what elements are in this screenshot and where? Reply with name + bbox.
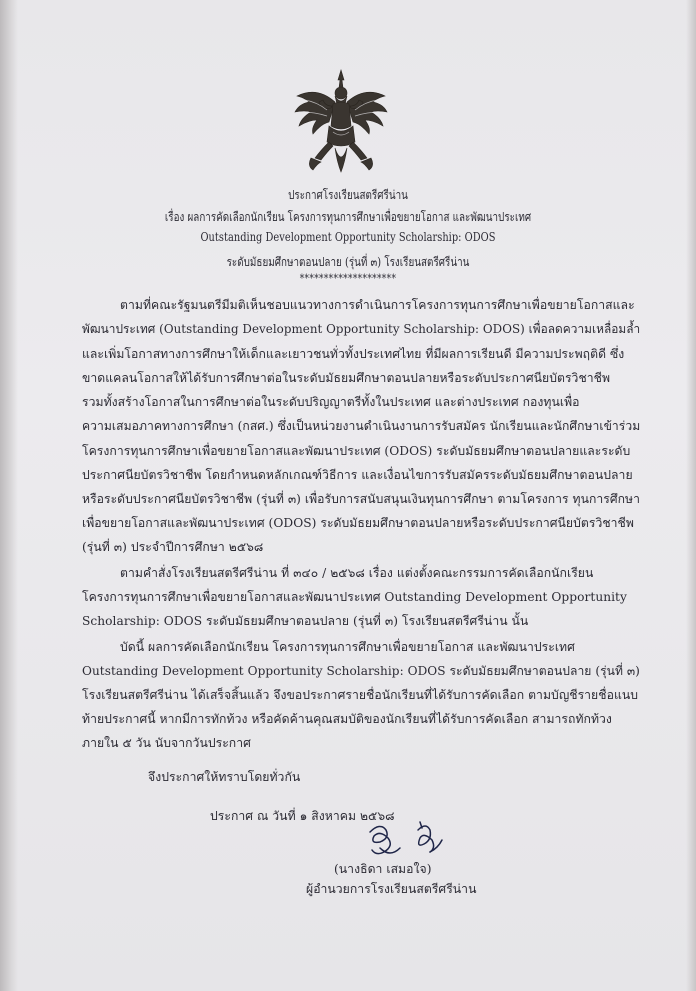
paragraph-line: เพื่อขยายโอกาสและพัฒนาประเทศ (ODOS) ระดับมัธยมศึกษาตอนปลายหรือระดับประกาศนียบัตรวิชาชีพ: [82, 516, 634, 530]
paragraph-line: โครงการทุนการศึกษาเพื่อขยายโอกาสและพัฒนาประเทศ Outstanding Development Opportunity: [82, 590, 627, 604]
paragraph-line: Scholarship: ODOS ระดับมัธยมศึกษาตอนปลาย (รุ่นที่ ๓) โรงเรียนสตรีศรีน่าน นั้น: [82, 614, 529, 628]
paragraph-line: ตามที่คณะรัฐมนตรีมีมติเห็นชอบแนวทางการดำเนินการโครงการทุนการศึกษาเพื่อขยายโอกาสและ: [120, 298, 635, 312]
handwritten-signature: [360, 818, 460, 862]
signer-title: ผู้อำนวยการโรงเรียนสตรีศรีน่าน: [306, 882, 477, 896]
paragraph-line: ประกาศนียบัตรวิชาชีพ โดยกำหนดหลักเกณฑ์วิธีการ และเงื่อนไขการรับสมัครระดับมัธยมศึกษาตอนปลาย: [82, 468, 633, 482]
paragraph-line: ภายใน ๕ วัน นับจากวันประกาศ: [82, 736, 251, 750]
separator-stars: ********************: [299, 272, 397, 285]
garuda-emblem-icon: [291, 66, 391, 176]
paragraph-line: โรงเรียนสตรีศรีน่าน ได้เสร็จสิ้นแล้ว จึงขอประกาศรายชื่อนักเรียนที่ได้รับการคัดเลือก ตามบัญชีรายชื่อแนบ: [82, 688, 639, 702]
paragraph-line: โครงการทุนการศึกษาเพื่อขยายโอกาสและพัฒนาประเทศ (ODOS) ระดับมัธยมศึกษาตอนปลายและระดับ: [82, 444, 631, 458]
paragraph-line: ท้ายประกาศนี้ หากมีการทักท้วง หรือคัดค้านคุณสมบัติของนักเรียนที่ได้รับการคัดเลือก สามารถทักท้วง: [82, 712, 612, 726]
paragraph-line: Outstanding Development Opportunity Scholarship: ODOS ระดับมัธยมศึกษาตอนปลาย (รุ่นที่ ๓): [82, 664, 640, 678]
paragraph-line: รวมทั้งสร้างโอกาสในการศึกษาต่อในระดับปริญญาตรีทั้งในประเทศ และต่างประเทศ กองทุนเพื่อ: [82, 395, 580, 409]
announcement-title: ประกาศโรงเรียนสตรีศรีน่าน: [288, 188, 408, 202]
signer-name: (นางธิดา เสมอใจ): [334, 862, 432, 876]
paragraph-line: (รุ่นที่ ๓) ประจำปีการศึกษา ๒๕๖๘: [82, 540, 264, 554]
paragraph-line: บัดนี้ ผลการคัดเลือกนักเรียน โครงการทุนการศึกษาเพื่อขยายโอกาส และพัฒนาประเทศ: [120, 640, 575, 654]
paragraph-line: พัฒนาประเทศ (Outstanding Development Opportunity Scholarship: ODOS) เพื่อลดความเหลื่อมล้ำ: [82, 322, 641, 336]
announcement-date: ประกาศ ณ วันที่ ๑ สิงหาคม ๒๕๖๘: [210, 809, 395, 823]
announcement-subject: เรื่อง ผลการคัดเลือกนักเรียน โครงการทุนการศึกษาเพื่อขยายโอกาส และพัฒนาประเทศ: [164, 210, 532, 224]
program-level: ระดับมัธยมศึกษาตอนปลาย (รุ่นที่ ๓) โรงเรียนสตรีศรีน่าน: [226, 255, 470, 269]
paragraph-line: หรือระดับประกาศนียบัตรวิชาชีพ (รุ่นที่ ๓) เพื่อรับการสนับสนุนเงินทุนการศึกษา ตามโครงการ ทุนการศึกษา: [82, 492, 640, 506]
closing-announce: จึงประกาศให้ทราบโดยทั่วกัน: [148, 770, 301, 784]
paragraph-line: ความเสมอภาคทางการศึกษา (กสศ.) ซึ่งเป็นหน่วยงานดำเนินงานการรับสมัคร นักเรียนและนักศึกษาเข้าร่วม: [82, 419, 641, 433]
paragraph-line: ขาดแคลนโอกาสให้ได้รับการศึกษาต่อในระดับมัธยมศึกษาตอนปลายหรือระดับประกาศนียบัตรวิชาชีพ: [82, 371, 611, 385]
program-name: Outstanding Development Opportunity Scholarship: ODOS: [200, 230, 496, 244]
paragraph-line: ตามคำสั่งโรงเรียนสตรีศรีน่าน ที่ ๓๔๐ / ๒๕๖๘ เรื่อง แต่งตั้งคณะกรรมการคัดเลือกนักเรียน: [120, 566, 594, 580]
paragraph-line: และเพิ่มโอกาสทางการศึกษาให้เด็กและเยาวชนทั่วทั้งประเทศไทย ที่มีผลการเรียนดี มีความประพฤติดี ซึ่ง: [82, 347, 625, 361]
